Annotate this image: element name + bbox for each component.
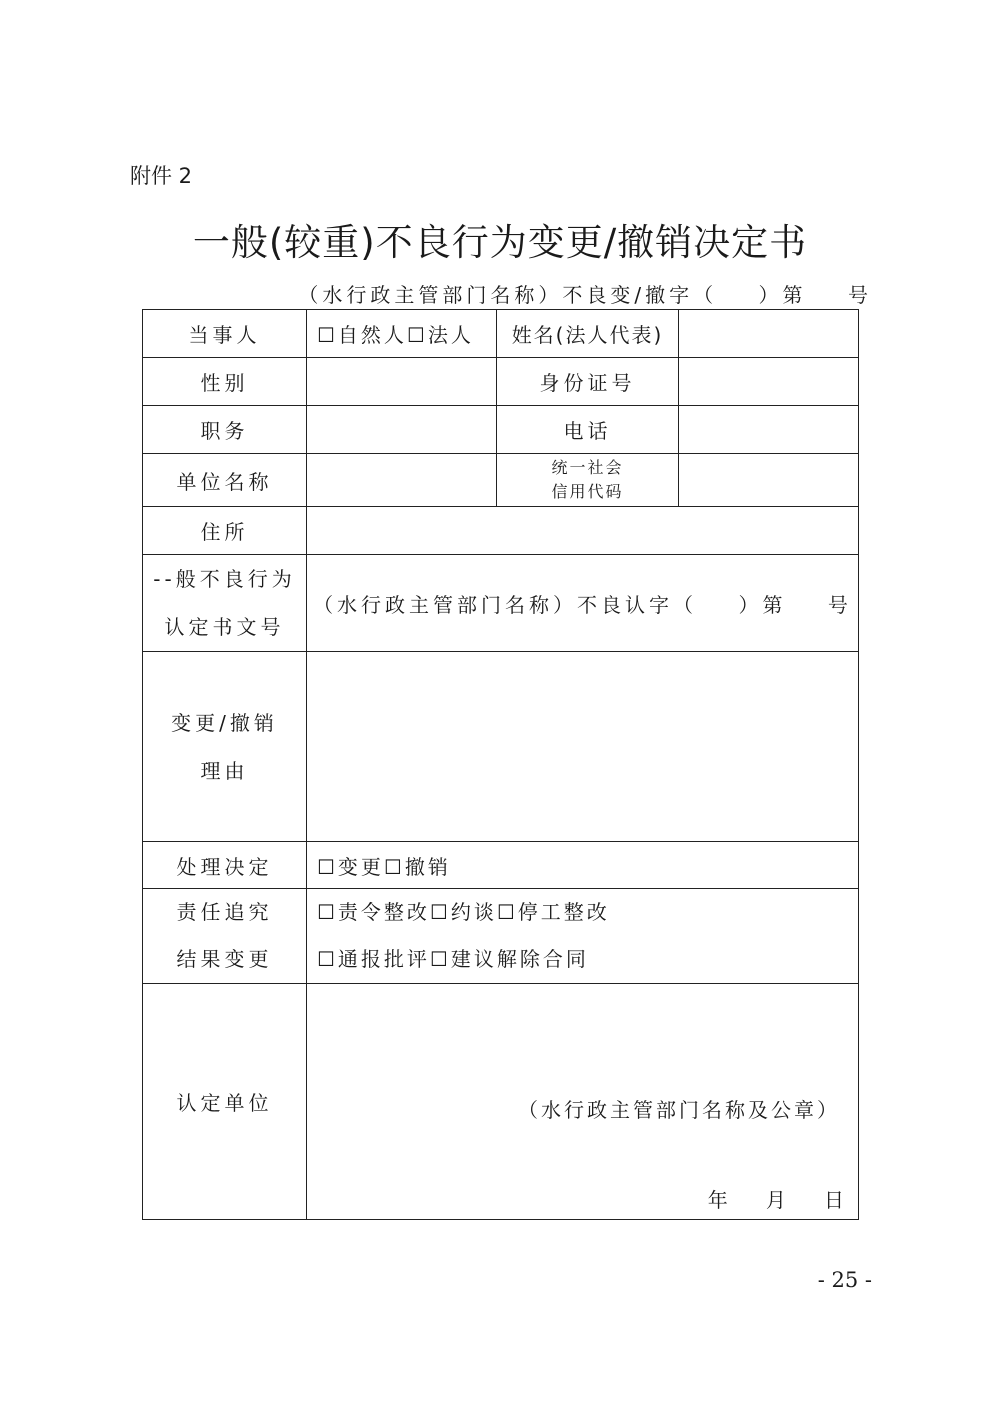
id-number-label: 身份证号	[497, 358, 679, 406]
party-label: 当事人	[143, 310, 307, 358]
reference-number-value[interactable]: （水行政主管部门名称）不良认字（ ）第 号	[307, 555, 859, 652]
party-type-options[interactable]: ☐自然人☐法人	[307, 310, 497, 358]
reason-label-line2: 理由	[200, 758, 249, 783]
decision-form-table	[142, 309, 859, 1220]
table-row	[143, 842, 859, 889]
table-row	[143, 889, 859, 984]
reason-label	[143, 652, 307, 842]
date-text: 年 月 日	[707, 1188, 844, 1212]
table-row	[143, 454, 859, 507]
name-label: 姓名(法人代表)	[497, 310, 679, 358]
liability-options-line2[interactable]: ☐通报批评☐建议解除合同	[317, 947, 589, 971]
credit-code-field[interactable]	[679, 454, 859, 507]
document-number: （水行政主管部门名称）不良变/撤字（ ）第 号	[298, 283, 872, 307]
credit-code-label-line1: 统一社会	[551, 458, 624, 477]
phone-field[interactable]	[679, 406, 859, 454]
decision-label: 处理决定	[143, 842, 307, 889]
authority-label: 认定单位	[143, 984, 307, 1220]
id-number-field[interactable]	[679, 358, 859, 406]
address-label: 住所	[143, 507, 307, 555]
liability-options-line1[interactable]: ☐责令整改☐约谈☐停工整改	[317, 900, 610, 924]
attachment-label: 附件 2	[130, 164, 193, 188]
address-field[interactable]	[307, 507, 859, 555]
page-number: - 25 -	[817, 1268, 872, 1292]
decision-options[interactable]: ☐变更☐撤销	[307, 842, 859, 889]
reference-number-label-line2: 认定书文号	[164, 615, 285, 639]
position-label: 职务	[143, 406, 307, 454]
table-row	[143, 507, 859, 555]
credit-code-label	[497, 454, 679, 507]
reason-label-line1: 变更/撤销	[171, 710, 278, 735]
authority-seal-text: （水行政主管部门名称及公章）	[518, 1098, 840, 1122]
liability-label-line2: 结果变更	[176, 947, 273, 971]
unit-name-label: 单位名称	[143, 454, 307, 507]
table-row	[143, 652, 859, 842]
gender-field[interactable]	[307, 358, 497, 406]
liability-label	[143, 889, 307, 984]
table-row	[143, 310, 859, 358]
unit-name-field[interactable]	[307, 454, 497, 507]
table-row	[143, 984, 859, 1220]
reason-field[interactable]	[307, 652, 859, 842]
position-field[interactable]	[307, 406, 497, 454]
name-field[interactable]	[679, 310, 859, 358]
reference-number-label	[143, 555, 307, 652]
reference-number-label-line1: --般不良行为	[153, 567, 296, 591]
phone-label: 电话	[497, 406, 679, 454]
gender-label: 性别	[143, 358, 307, 406]
page-title: 一般(较重)不良行为变更/撤销决定书	[192, 221, 808, 264]
table-row	[143, 406, 859, 454]
credit-code-label-line2: 信用代码	[551, 482, 624, 501]
authority-cell[interactable]	[307, 984, 859, 1220]
table-row	[143, 358, 859, 406]
liability-label-line1: 责任追究	[176, 900, 273, 924]
liability-options	[307, 889, 859, 984]
table-row	[143, 555, 859, 652]
